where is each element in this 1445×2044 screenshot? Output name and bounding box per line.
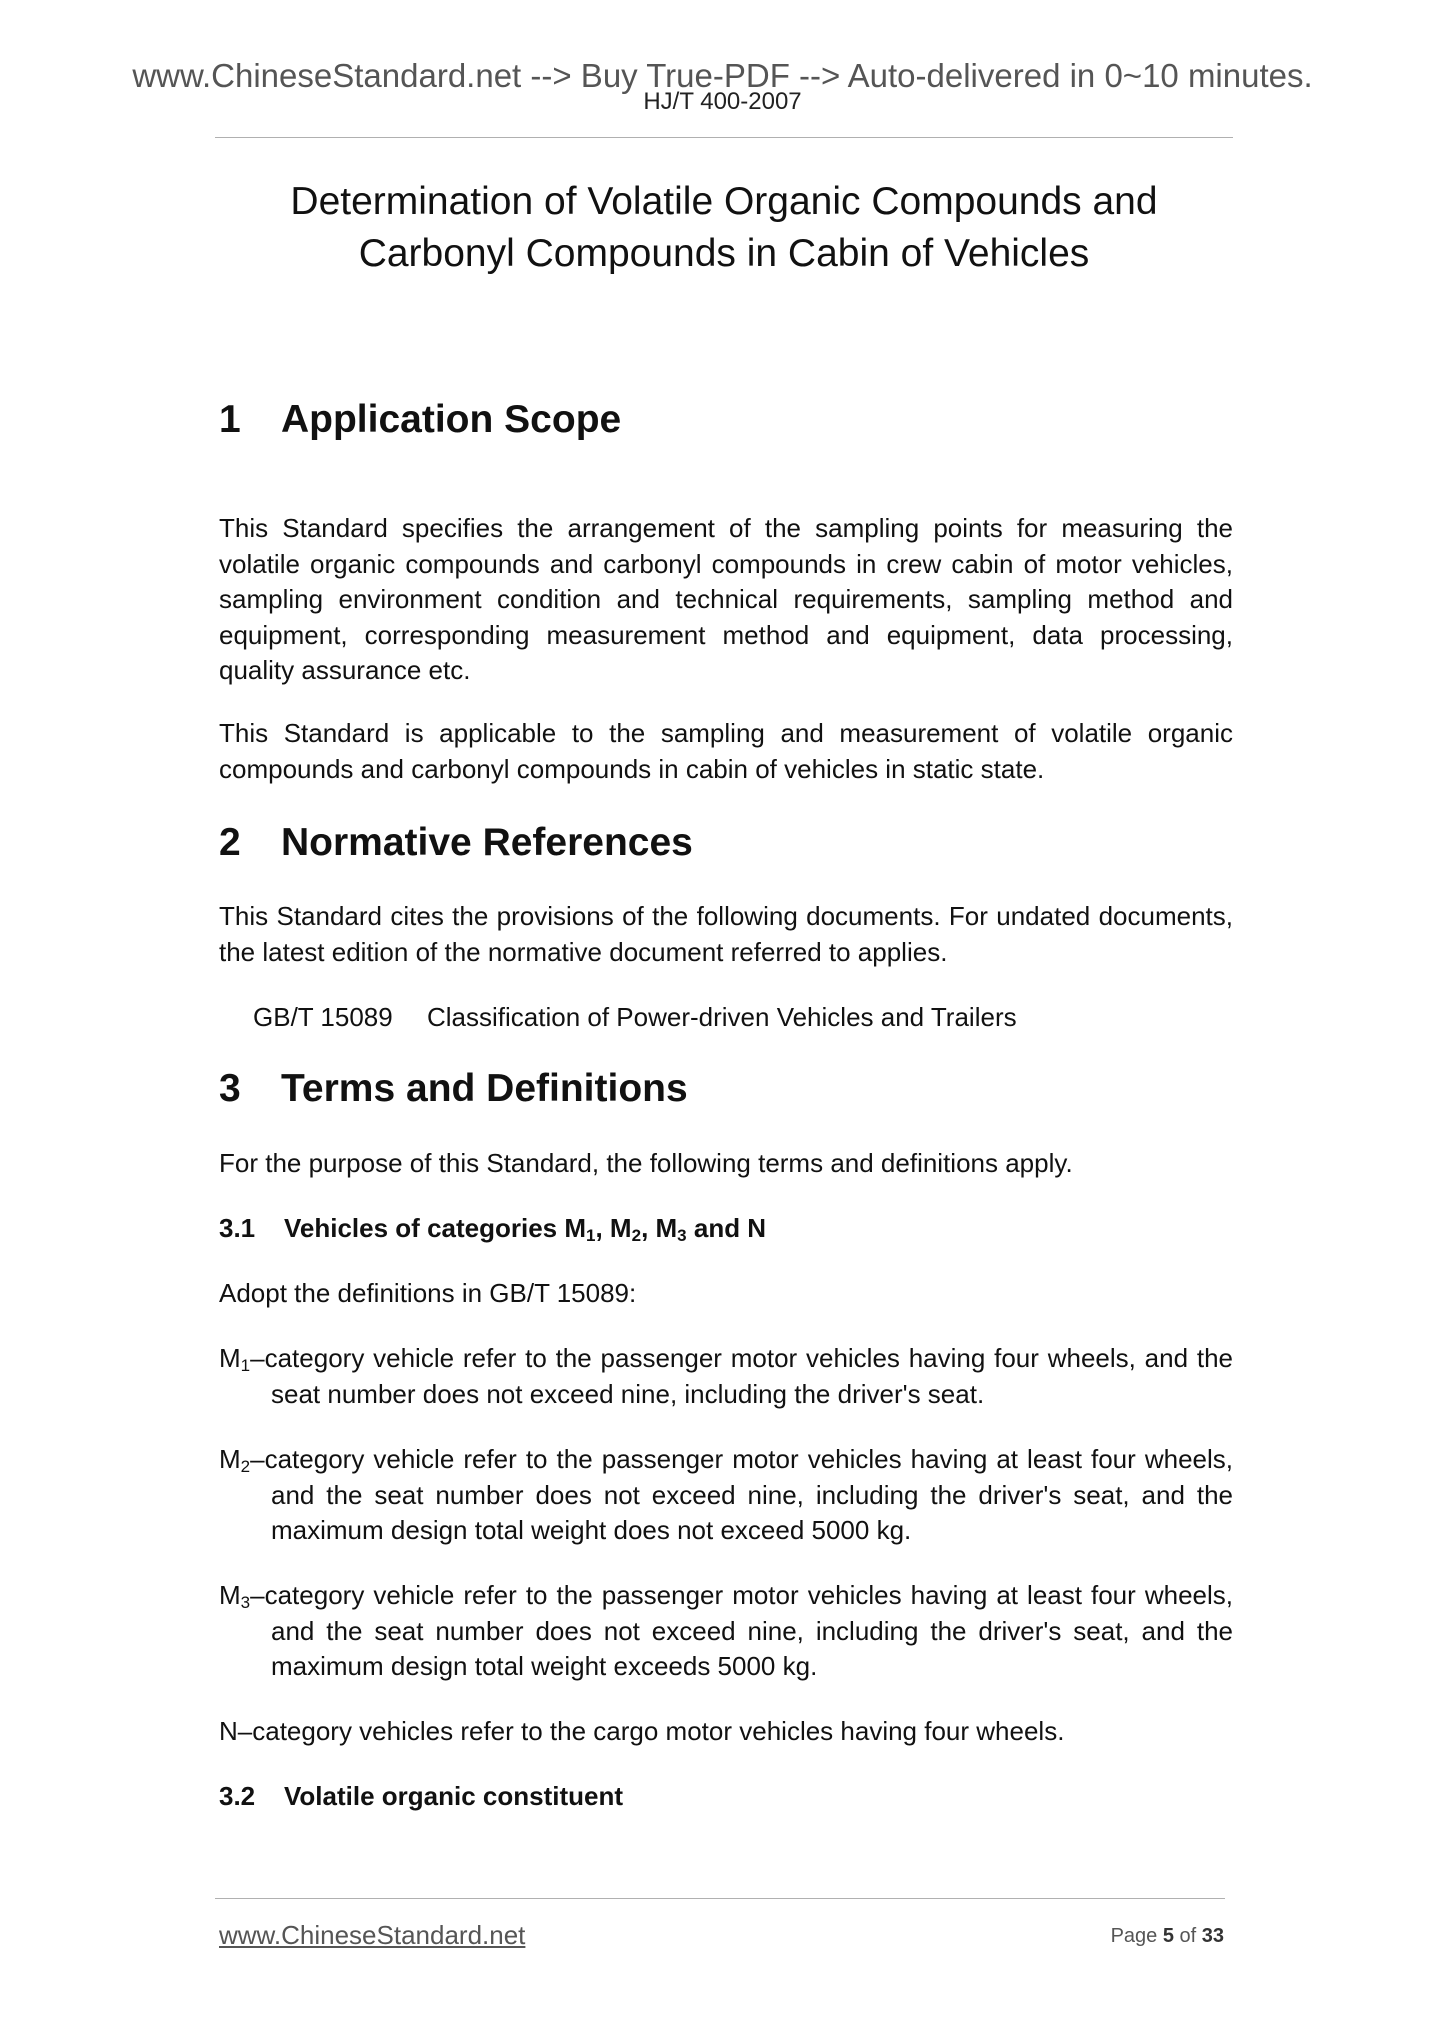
- footer-divider: [215, 1898, 1225, 1899]
- section-3-intro: For the purpose of this Standard, the following terms and definitions apply.: [219, 1148, 1073, 1178]
- header-divider: [215, 137, 1233, 138]
- section-3-title: Terms and Definitions: [281, 1067, 688, 1110]
- document-title-line-2: Carbonyl Compounds in Cabin of Vehicles: [358, 232, 1090, 275]
- section-2-title: Normative References: [281, 821, 693, 864]
- subsection-3-1-title: Vehicles of categories $M_1$, $M_2$, $M_3$ and N: [284, 1213, 767, 1245]
- section-2-paragraph-1: This Standard cites the provisions of the following documents. For undated documents, the latest edition of the normative document referred to applies.: [219, 901, 1233, 967]
- section-1-title: Application Scope: [281, 398, 622, 441]
- subsection-3-1-heading: [219, 1211, 766, 1246]
- section-2-heading: [219, 820, 693, 866]
- header-banner: www.ChineseStandard.net --> Buy True-PDF --> Auto-delivered in 0~10 minutes.: [132, 57, 1313, 94]
- definition-m2: $M_2$–category vehicle refer to the passenger motor vehicles having at least four wheels, and the seat number does not exceed nine, including the driver's seat, and the maximum design total weight does not exceed 5000 kg.: [219, 1444, 1233, 1545]
- section-1-paragraph-2: This Standard is applicable to the sampling and measurement of volatile organic compounds and carbonyl compounds in cabin of vehicles in static state.: [219, 718, 1233, 784]
- section-2-number: 2: [219, 821, 241, 864]
- section-1-paragraph-1: This Standard specifies the arrangement of the sampling points for measuring the volatile organic compounds and carbonyl compounds in crew cabin of motor vehicles, sampling environment condition and technical requirements, sampling method and equipment, corresponding measurement method and equipment, data processing, quality assurance etc.: [219, 513, 1233, 685]
- document-title: [215, 176, 1233, 280]
- section-1-heading: [219, 397, 621, 443]
- subsection-3-2-heading: [219, 1779, 623, 1814]
- section-3-heading: [219, 1066, 688, 1112]
- document-id: HJ/T 400-2007: [643, 88, 802, 115]
- footer-website-link[interactable]: www.ChineseStandard.net: [219, 1920, 526, 1950]
- definition-m1: $M_1$–category vehicle refer to the passenger motor vehicles having four wheels, and the seat number does not exceed nine, including the driver's seat.: [219, 1343, 1233, 1409]
- reference-code: GB/T 15089: [253, 1002, 393, 1032]
- subsection-3-2-title: Volatile organic constituent: [284, 1781, 624, 1811]
- document-title-line-1: Determination of Volatile Organic Compounds and: [290, 180, 1158, 223]
- section-1-number: 1: [219, 398, 241, 441]
- definition-n: N–category vehicles refer to the cargo motor vehicles having four wheels.: [219, 1716, 1065, 1746]
- subsection-3-2-number: 3.2: [219, 1781, 256, 1811]
- normative-reference-item: [253, 1000, 1017, 1035]
- page-number: Page 5 of 33: [1110, 1925, 1224, 1947]
- subsection-3-1-number: 3.1: [219, 1213, 256, 1243]
- section-3-number: 3: [219, 1067, 241, 1110]
- adopt-definitions-text: Adopt the definitions in GB/T 15089:: [219, 1278, 637, 1308]
- definition-m3: $M_3$–category vehicle refer to the passenger motor vehicles having at least four wheels, and the seat number does not exceed nine, including the driver's seat, and the maximum design total weight exceeds 5000 kg.: [219, 1580, 1233, 1681]
- reference-title: Classification of Power-driven Vehicles and Trailers: [427, 1002, 1017, 1032]
